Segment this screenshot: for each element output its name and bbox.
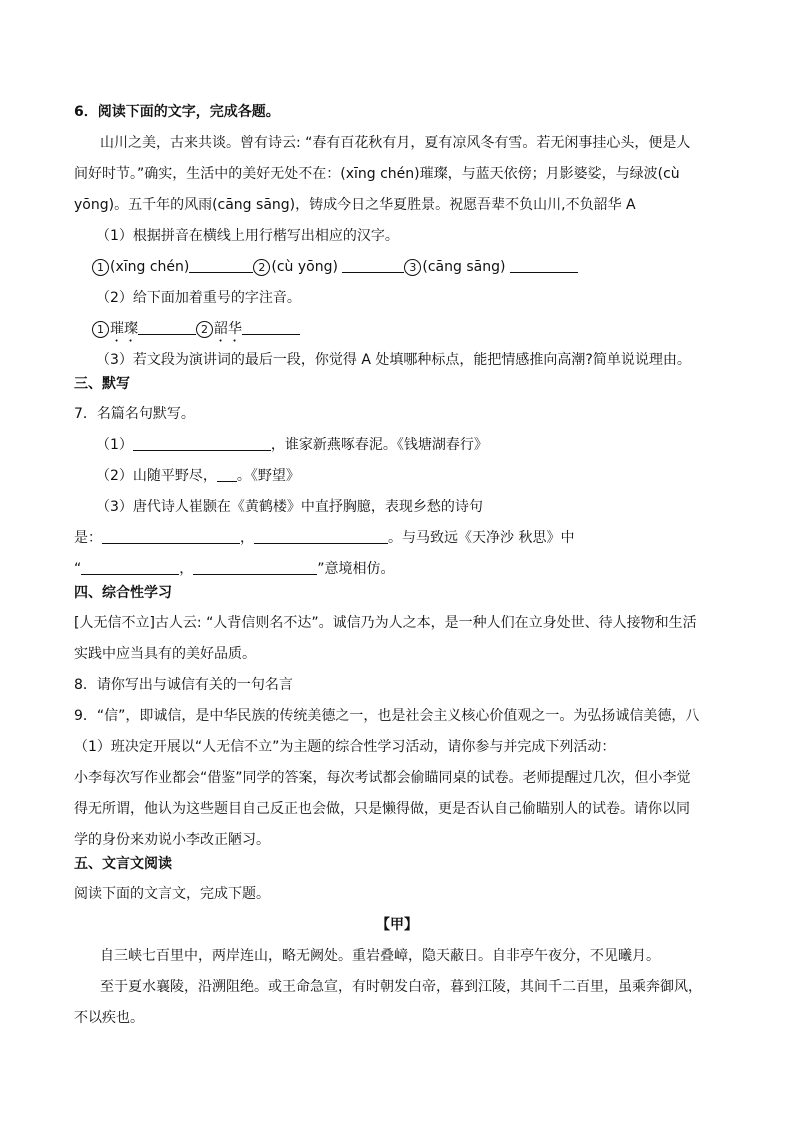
item-text: 。《野望》 <box>236 468 300 484</box>
question-8: 8．请你写出与诚信有关的一句名言 <box>74 677 293 693</box>
q6-passage-line-3: yōng)。五千年的风雨(cāng sāng)，铸成今日之华夏胜景。祝愿吾辈不负山川,不负韶华 A <box>74 197 636 213</box>
question-9-line-2: （1）班决定开展以“人无信不立”为主题的综合性学习活动，请你参与并完成下列活动： <box>74 739 616 755</box>
q7-item-2 <box>96 467 300 485</box>
passage-jia-line-2: 至于夏水襄陵，沿溯阻绝。或王命急宣，有时朝发白帝，暮到江陵，其间千二百里，虽乘奔御风， <box>100 979 702 995</box>
item-text: ”意境相仿。 <box>317 561 395 577</box>
question-9-line-4: 得无所谓，他认为这些题目自己反正也会做，只是懒得做，更是否认自己偷瞄别人的试卷。请你以同 <box>74 801 690 817</box>
passage-jia-line-1: 自三峡七百里中，两岸连山，略无阙处。重岩叠嶂，隐天蔽日。自非亭午夜分，不见曦月。 <box>100 948 660 964</box>
q7-item-3-line-2 <box>74 529 574 547</box>
circled-number: 2 <box>253 259 270 276</box>
question-9-line-1: 9．“信”，即诚信，是中华民族的传统美德之一，也是社会主义核心价值观之一。为弘扬诚信美德，八 <box>74 708 700 724</box>
answer-blank-3[interactable] <box>510 258 578 273</box>
emphasized-word-1: 璀璨 <box>110 321 138 337</box>
q6-phonetic-row <box>92 320 300 345</box>
item-text: 是： <box>74 530 102 546</box>
question-9-line-5: 学的身份来劝说小李改正陋习。 <box>74 832 270 848</box>
recitation-blank-4[interactable] <box>254 529 388 544</box>
circled-number: 2 <box>196 321 213 338</box>
recitation-blank-2[interactable] <box>217 467 237 482</box>
recitation-blank-1[interactable] <box>133 436 271 451</box>
item-text: ， <box>240 530 254 546</box>
q7-item-3-line-3 <box>74 560 395 578</box>
section-4-heading: 四、综合性学习 <box>74 585 172 601</box>
answer-blank-2[interactable] <box>342 258 404 273</box>
section-3-heading: 三、默写 <box>74 376 130 392</box>
q7-item-1 <box>96 436 488 454</box>
question-9-line-3: 小李每次写作业都会“借鉴”同学的答案，每次考试都会偷瞄同桌的试卷。老师提醒过几次，但小李觉 <box>74 770 691 786</box>
q6-sub-question-1: （1）根据拼音在横线上用行楷写出相应的汉字。 <box>96 228 399 244</box>
recitation-blank-5[interactable] <box>81 560 179 575</box>
pinyin-2: (cù yōng) <box>271 259 343 275</box>
item-text: （2）山随平野尽， <box>96 468 217 484</box>
item-text: 。与马致远《天净沙 秋思》中 <box>388 530 575 546</box>
question-6-title: 6．阅读下面的文字，完成各题。 <box>74 104 280 120</box>
q6-passage-line-1: 山川之美，古来共谈。曾有诗云: “春有百花秋有月，夏有凉风冬有雪。若无闲事挂心头，便是人 <box>100 135 691 151</box>
q6-pinyin-row <box>92 258 578 276</box>
q6-sub-question-2: （2）给下面加着重号的字注音。 <box>96 290 301 306</box>
question-7-title: 7．名篇名句默写。 <box>74 406 195 422</box>
item-text: “ <box>74 561 82 577</box>
item-label: （1） <box>96 437 133 453</box>
sec4-intro-line-1: [人无信不立]古人云: “人背信则名不达”。诚信乃为人之本，是一种人们在立身处世、待人接物和生活 <box>74 615 697 631</box>
section-5-heading: 五、文言文阅读 <box>74 856 172 872</box>
q6-sub-question-3: （3）若文段为演讲词的最后一段，你觉得 A 处填哪种标点，能把情感推向高潮?简单说说理由。 <box>96 352 691 368</box>
recitation-blank-6[interactable] <box>193 560 317 575</box>
circled-number: 1 <box>92 321 109 338</box>
answer-blank-1[interactable] <box>189 258 253 273</box>
sec5-intro: 阅读下面的文言文，完成下题。 <box>74 886 270 902</box>
pinyin-1: (xīng chén) <box>110 259 190 275</box>
circled-number: 3 <box>404 259 421 276</box>
sec4-intro-line-2: 实践中应当具有的美好品质。 <box>74 646 256 662</box>
q7-item-3: （3）唐代诗人崔颢在《黄鹤楼》中直抒胸臆，表现乡愁的诗句 <box>96 499 483 515</box>
item-text: ， <box>179 561 194 577</box>
circled-number: 1 <box>92 259 109 276</box>
recitation-blank-3[interactable] <box>102 529 240 544</box>
emphasized-word-2: 韶华 <box>214 321 242 337</box>
phonetic-blank-2[interactable] <box>242 320 300 335</box>
passage-jia-line-3: 不以疾也。 <box>74 1010 144 1026</box>
item-text: ，谁家新燕啄春泥。《钱塘湖春行》 <box>270 437 488 453</box>
phonetic-blank-1[interactable] <box>138 320 196 335</box>
q6-passage-line-2: 间好时节。”确实，生活中的美好无处不在：(xīng chén)璀璨，与蓝天依傍；月影婆娑，与绿波(cù <box>74 166 680 182</box>
pinyin-3: (cāng sāng) <box>422 259 510 275</box>
passage-jia-heading: 【甲】 <box>376 917 418 933</box>
